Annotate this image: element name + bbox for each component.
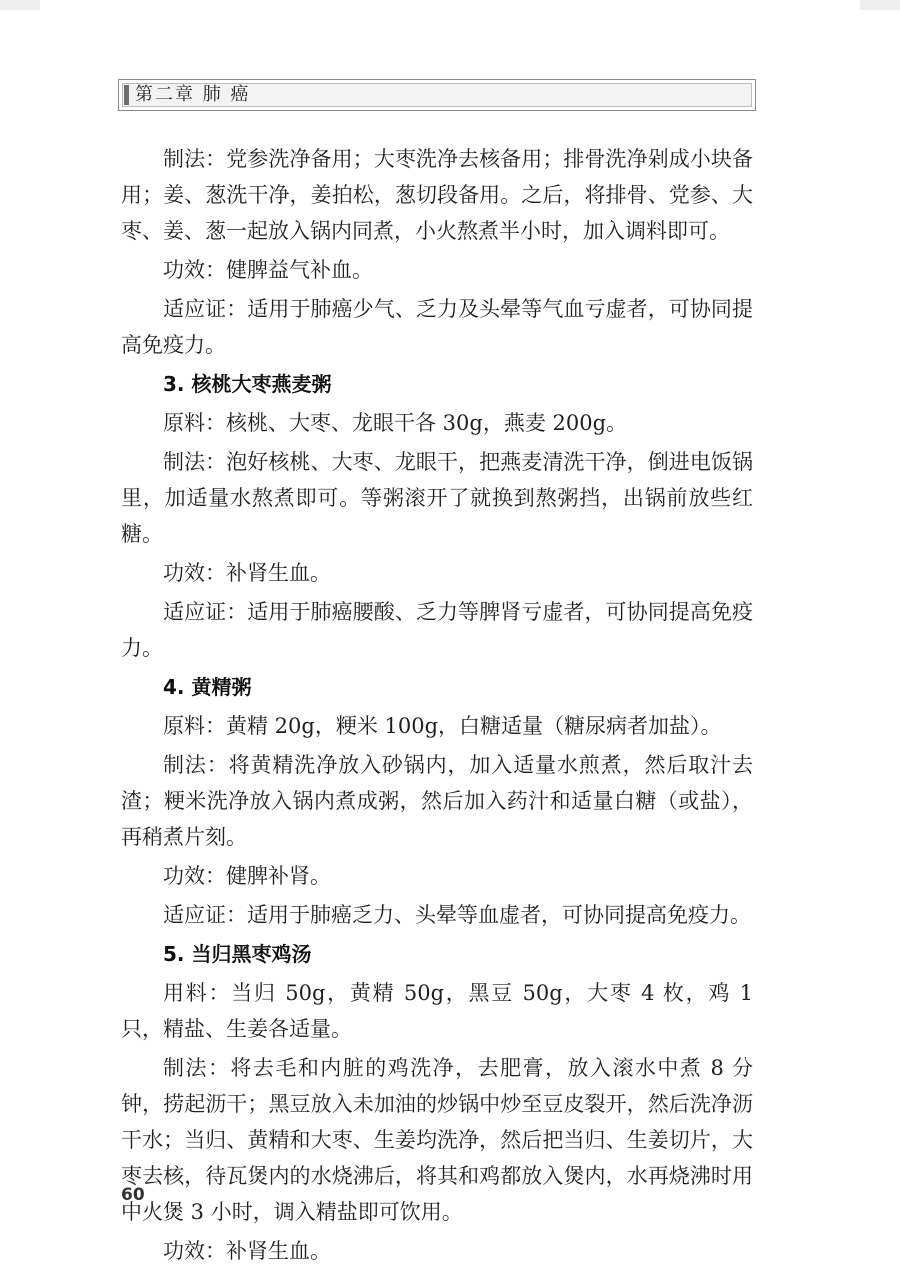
paragraph-indication: 适应证：适用于肺癌乏力、头晕等血虚者，可协同提高免疫力。 [163, 903, 751, 927]
paragraph-indication: 适应证：适用于肺癌腰酸、乏力等脾肾亏虚者，可协同提高免疫力。 [121, 600, 753, 660]
recipe-heading-3: 3. 核桃大枣燕麦粥 [163, 372, 332, 396]
crop-mark-top-right [860, 0, 900, 10]
running-header [118, 79, 756, 111]
recipe-heading-5: 5. 当归黑枣鸡汤 [163, 942, 312, 966]
paragraph-effect: 功效：健脾益气补血。 [163, 258, 373, 282]
page-body [121, 141, 753, 1269]
paragraph-ingredients: 原料：核桃、大枣、龙眼干各 30g，燕麦 200g。 [163, 411, 628, 435]
paragraph-method: 制法：将去毛和内脏的鸡洗净，去肥膏，放入滚水中煮 8 分钟，捞起沥干；黑豆放入未加油的炒锅中炒至豆皮裂开，然后洗净沥干水；当归、黄精和大枣、生姜均洗净，然后把当归、生姜切片，大枣去核，待瓦煲内的水烧沸后，将其和鸡都放入煲内，水再烧沸时用中火煲 3 小时，调入精盐即可饮用。 [121, 1056, 753, 1224]
paragraph-method: 制法：泡好核桃、大枣、龙眼干，把燕麦清洗干净，倒进电饭锅里，加适量水熬煮即可。等粥滚开了就换到熬粥挡，出锅前放些红糖。 [121, 450, 753, 546]
paragraph-ingredients: 用料：当归 50g，黄精 50g，黑豆 50g，大枣 4 枚，鸡 1 只，精盐、生姜各适量。 [121, 981, 753, 1041]
paragraph-effect: 功效：健脾补肾。 [163, 864, 331, 888]
page-number: 60 [121, 1185, 145, 1205]
paragraph-indication: 适应证：适用于肺癌少气、乏力及头晕等气血亏虚者，可协同提高免疫力。 [121, 297, 753, 357]
paragraph-effect: 功效：补肾生血。 [163, 1239, 331, 1263]
paragraph-method: 制法：将黄精洗净放入砂锅内，加入适量水煎煮，然后取汁去渣；粳米洗净放入锅内煮成粥，然后加入药汁和适量白糖（或盐），再稍煮片刻。 [121, 753, 753, 849]
paragraph-ingredients: 原料：黄精 20g，粳米 100g，白糖适量（糖尿病者加盐）。 [163, 714, 722, 738]
crop-mark-top-left [0, 0, 40, 10]
paragraph-method: 制法：党参洗净备用；大枣洗净去核备用；排骨洗净剁成小块备用；姜、葱洗干净，姜拍松，葱切段备用。之后，将排骨、党参、大枣、姜、葱一起放入锅内同煮，小火熬煮半小时，加入调料即可。 [121, 147, 753, 243]
recipe-heading-4: 4. 黄精粥 [163, 675, 252, 699]
paragraph-effect: 功效：补肾生血。 [163, 561, 331, 585]
chapter-title: 第二章 肺 癌 [135, 84, 251, 105]
header-accent-bar [124, 85, 129, 105]
